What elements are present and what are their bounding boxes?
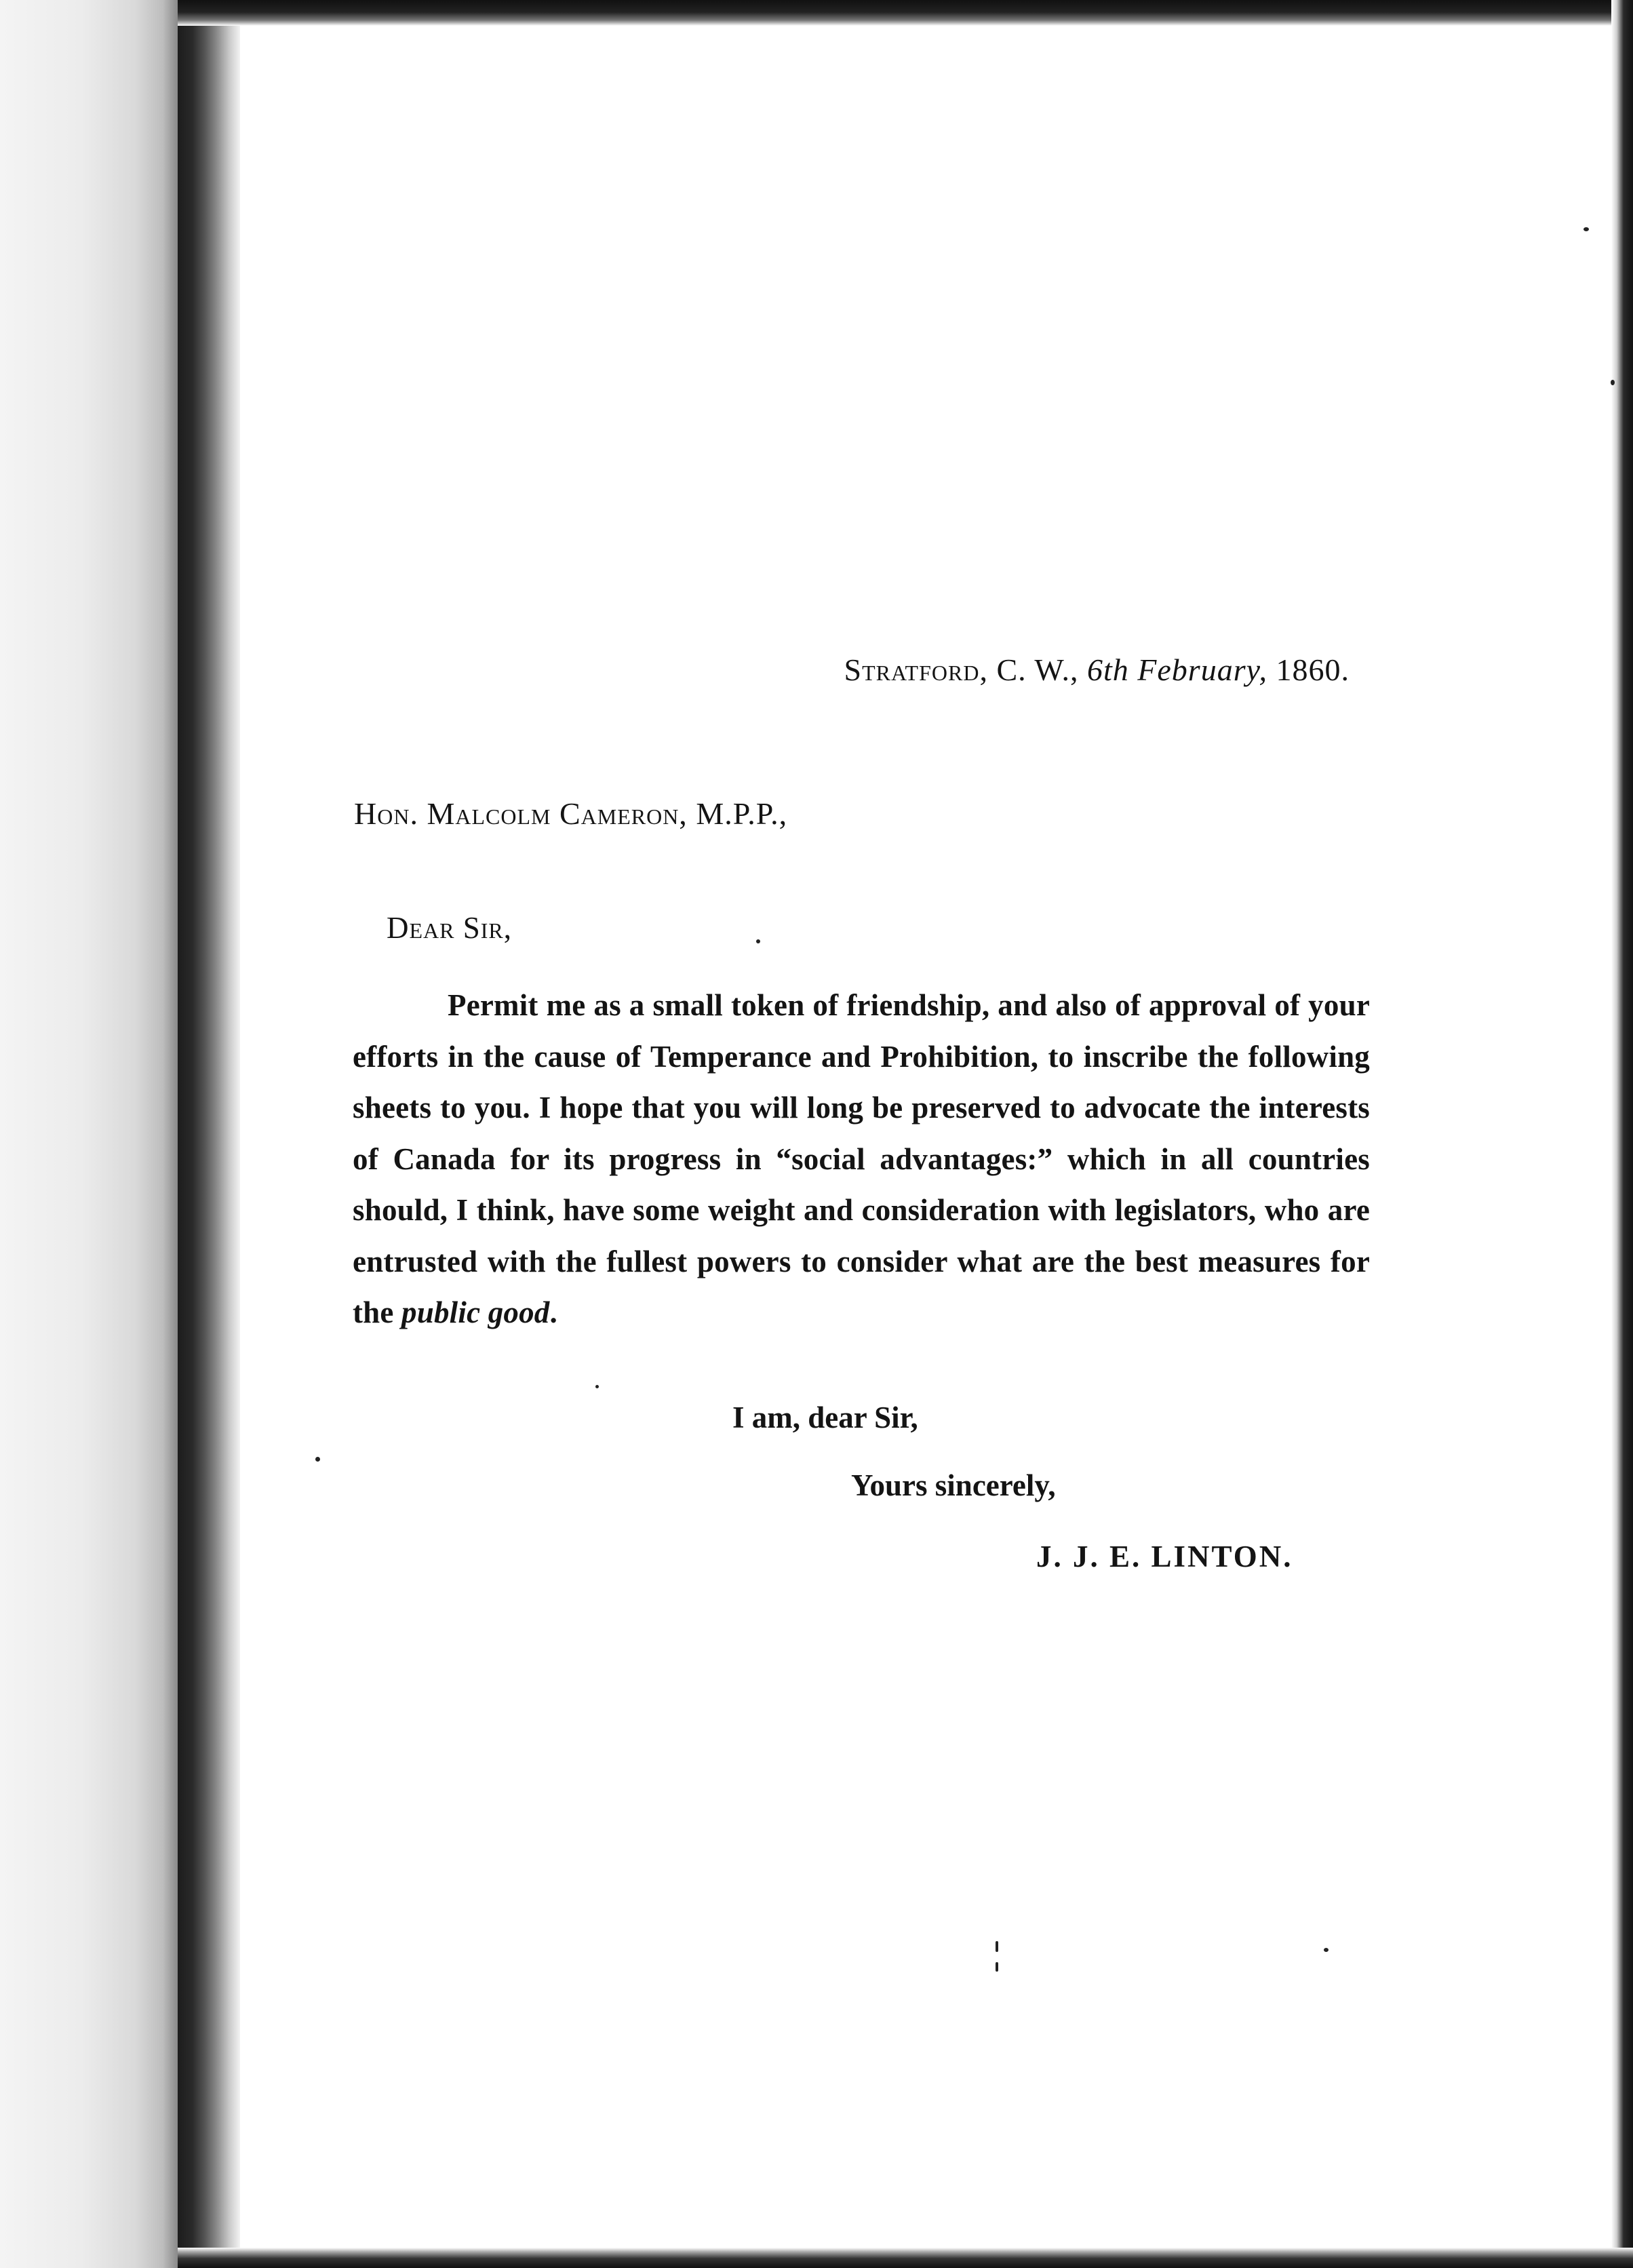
valediction: Yours sincerely, [851,1468,1056,1502]
scan-speck [1583,227,1589,231]
dateline-date: 6th February, [1087,652,1267,687]
scan-speck [756,939,760,943]
dateline [844,650,1350,690]
scan-speck [315,1457,320,1462]
addressee-title: M.P.P., [687,796,788,831]
letter-body-text: Permit me as a small token of friendship, and also of approval of your efforts in the cause of Temperance and Prohibition, to inscribe the following sheets to you. I hope that you will long be preserved to advocate the interests of Canada for its progress in “social advantages:” which in all countries should, I think, have some weight and consideration with legislators, who are entrusted with the fullest powers to consider what are the best measures for the [353,988,1370,1329]
letter-body [353,980,1370,1339]
closing: I am, dear Sir, [732,1401,918,1434]
scan-top-border [178,0,1633,26]
scan-speck [996,1941,998,1952]
scan-left-page-edge [0,0,182,2268]
letter-body-emphasis: public good [401,1295,550,1329]
dateline-year: 1860. [1267,652,1350,687]
addressee [354,794,787,834]
salutation: Dear Sir, [387,911,513,945]
scan-speck [595,1385,599,1388]
scan-speck [996,1962,998,1972]
letter-body-end: . [549,1295,557,1329]
scan-right-border [1611,0,1633,2268]
dateline-place: Stratford, [844,652,988,687]
scan-speck [1611,380,1615,385]
scan-speck [1324,1948,1329,1952]
dateline-region: C. W., [987,652,1088,687]
scan-binding-gutter [178,0,240,2268]
addressee-name: Hon. Malcolm Cameron, [354,796,688,831]
scan-bottom-border [178,2248,1633,2268]
signature: J. J. E. LINTON. [1036,1540,1293,1573]
